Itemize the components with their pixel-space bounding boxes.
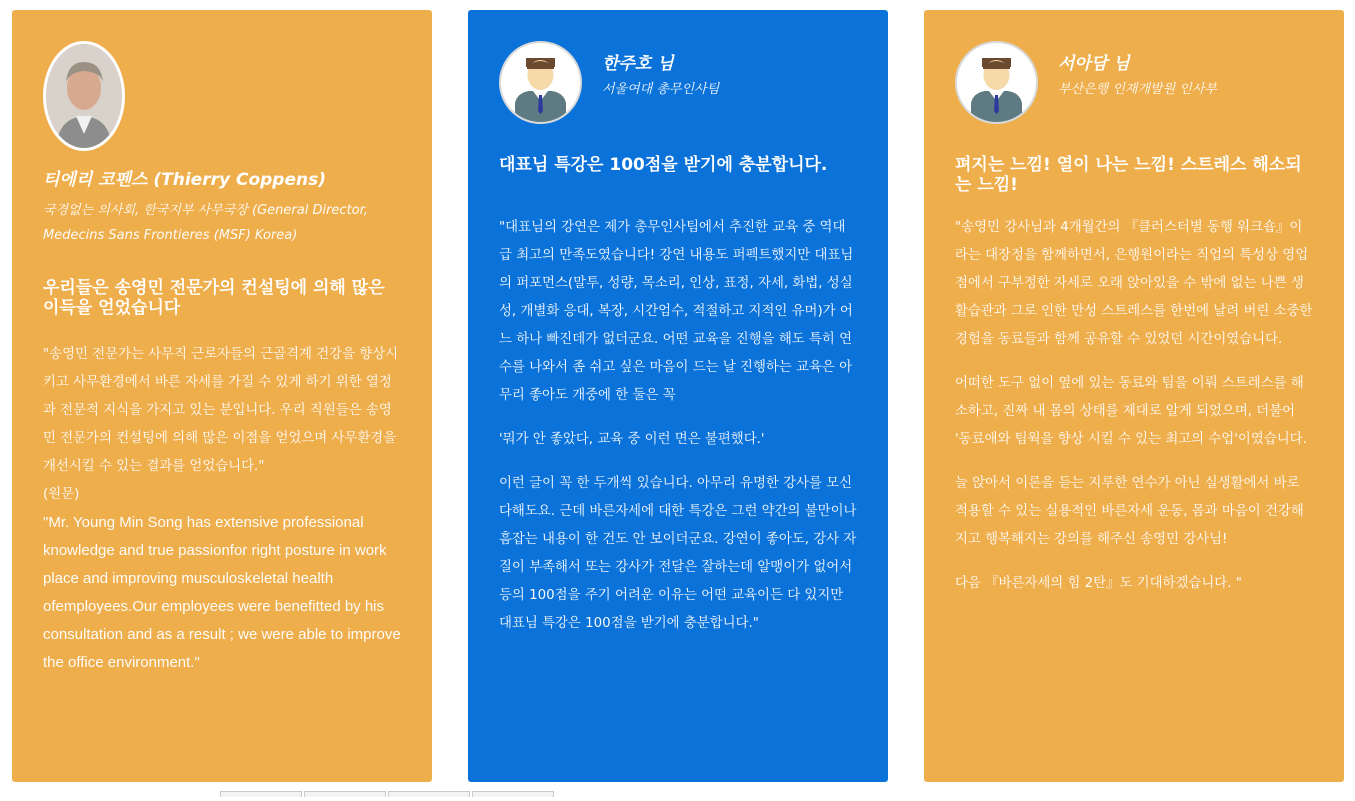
testimonial-paragraph: "송영민 강사님과 4개월간의 『클러스터별 동행 워크숍』이라는 대장정을 함께하면서, 은행원이라는 직업의 특성상 영업점에서 구부정한 자세로 오래 앉아있을 수 밖에 없는 나쁜 생활습관과 그로 인한 만성 스트레스를 한번에 날려 버린 소중한 경험을 동료들과 함께 공유할 수 있었던 시간이였습니다.: [955, 220, 1313, 347]
testimonial-body: [499, 214, 857, 654]
bottom-tab[interactable]: [220, 791, 302, 797]
testimonial-paragraph: 이런 글이 꼭 한 두개씩 있습니다. 아무리 유명한 강사를 모신다해도요. 근데 바른자세에 대한 특강은 그런 약간의 불만이나 흠잡는 내용이 한 건도 안 보이더군요. 강연이 좋아도, 강사 자질이 부족해서 또는 강사가 전달은 잘하는데 알맹이가 없어서 등의 100점을 주기 어려운 이유는 어떤 교육이든 다 있지만 대표님 특강은 100점을 받기에 충분합니다.": [499, 476, 857, 631]
bottom-tab[interactable]: [304, 791, 386, 797]
user-avatar-icon: [499, 41, 582, 124]
person-role: 부산은행 인재개발원 인사부: [1058, 82, 1217, 97]
testimonial-paragraph: "대표님의 강연은 제가 총무인사팀에서 추진한 교육 중 역대급 최고의 만족도였습니다! 강연 내용도 퍼펙트했지만 대표님의 퍼포먼스(말투, 성량, 목소리, 인상, 표정, 자세, 화법, 성실성, 개별화 응대, 복장, 시간엄수, 적절하고 지적인 유머)가 어느 하나 빠진데가 없더군요. 어떤 교육을 진행을 해도 특히 연수를 나와서 좀 쉬고 싶은 마음이 드는 날 진행하는 교육은 아무리 좋아도 개중에 한 둘은 꼭: [499, 220, 854, 403]
testimonial-headline: 펴지는 느낌! 열이 나는 느낌! 스트레스 해소되는 느낌!: [955, 155, 1302, 195]
testimonial-paragraph: "Mr. Young Min Song has extensive professional knowledge and true passionfor right posture in work place and improving musculoskeletal health ofemployees.Our employees were benefitted by his consultation and as a result ; we were able to improve the office environment.": [43, 514, 401, 671]
person-name: 한주호 님: [602, 54, 674, 74]
person-photo: [43, 41, 125, 151]
testimonial-paragraph: 늘 앉아서 이론을 듣는 지루한 연수가 아닌 실생활에서 바로 적용할 수 있는 실용적인 바른자세 운동, 몸과 마음이 건강해지고 행복해지는 강의를 해주신 송영민 강사님!: [955, 476, 1304, 547]
testimonial-headline: 대표님 특강은 100점을 받기에 충분합니다.: [499, 155, 828, 175]
testimonial-card-1: [12, 10, 432, 782]
testimonial-card-3: [924, 10, 1344, 782]
person-name: 서아담 님: [1058, 54, 1130, 74]
testimonial-paragraph: 다음 『바른자세의 힘 2탄』도 기대하겠습니다. ": [955, 576, 1242, 591]
person-name: 티에리 코펜스 (Thierry Coppens): [43, 170, 326, 190]
person-role: 국경없는 의사회, 한국지부 사무국장 (General Director, Medecins Sans Frontieres (MSF) Korea): [43, 203, 368, 243]
person-role: 서울여대 총무인사팀: [602, 82, 720, 97]
testimonial-paragraph: (원문): [43, 487, 80, 502]
user-avatar-icon: [955, 41, 1038, 124]
testimonial-paragraph: 어떠한 도구 없이 옆에 있는 동료와 팀을 이뤄 스트레스를 해소하고, 진짜 내 몸의 상태를 제대로 알게 되었으며, 더불어 '동료애와 팀웍을 향상 시킬 수 있는 최고의 수업'이였습니다.: [955, 376, 1307, 447]
testimonial-headline: 우리들은 송영민 전문가의 컨설팅에 의해 많은 이득을 얻었습니다: [43, 278, 385, 318]
testimonial-card-2: [468, 10, 888, 782]
bottom-tab-strip: [220, 782, 556, 788]
bottom-tab[interactable]: [472, 791, 554, 797]
testimonial-body: [955, 214, 1313, 614]
testimonial-paragraph: "송영민 전문가는 사무직 근로자들의 근골격계 건강을 향상시키고 사무환경에서 바른 자세를 가질 수 있게 하기 위한 열정과 전문적 지식을 가지고 있는 분입니다. 우리 직원들은 송영민 전문가의 컨설팅에 의해 많은 이점을 얻었으며 사무환경을 개선시킬 수 있는 결과를 얻었습니다.": [43, 347, 399, 474]
testimonial-body: [43, 341, 401, 677]
bottom-tab[interactable]: [388, 791, 470, 797]
testimonial-paragraph: '뭐가 안 좋았다, 교육 중 이런 면은 불편했다.': [499, 432, 765, 447]
